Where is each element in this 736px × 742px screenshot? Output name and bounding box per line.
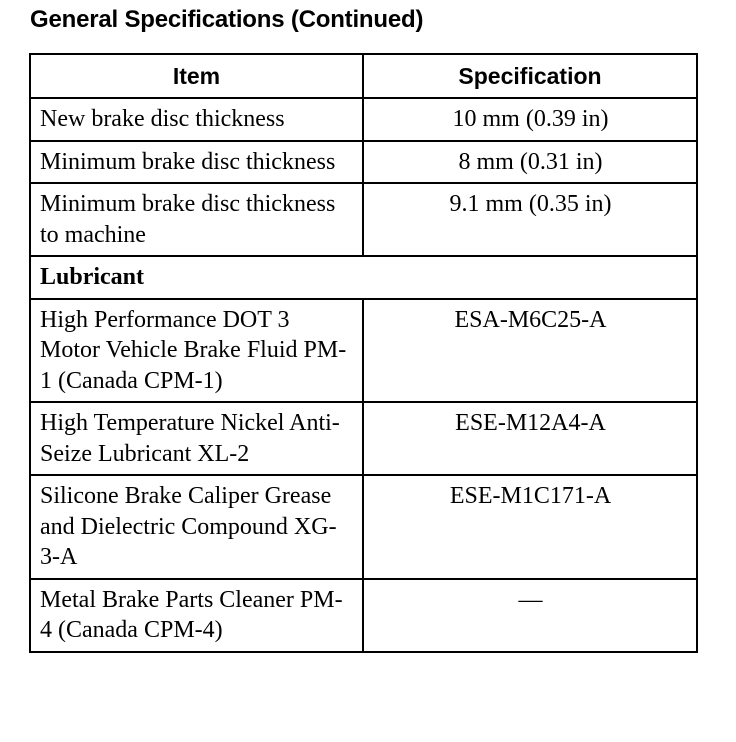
- item-cell: Metal Brake Parts Cleaner PM-4 (Canada CPM-4): [30, 579, 363, 652]
- table-row: [30, 141, 697, 184]
- specifications-table: [29, 53, 698, 653]
- item-cell: Minimum brake disc thickness: [30, 141, 363, 184]
- section-row-lubricant: [30, 256, 697, 299]
- spec-cell: 9.1 mm (0.35 in): [363, 183, 697, 256]
- item-cell: Minimum brake disc thickness to machine: [30, 183, 363, 256]
- item-cell: High Temperature Nickel Anti-Seize Lubricant XL-2: [30, 402, 363, 475]
- spec-cell: 10 mm (0.39 in): [363, 98, 697, 141]
- table-row: [30, 183, 697, 256]
- table-row: [30, 579, 697, 652]
- item-cell: High Performance DOT 3 Motor Vehicle Brake Fluid PM-1 (Canada CPM-1): [30, 299, 363, 403]
- table-row: [30, 299, 697, 403]
- spec-cell: ESA-M6C25-A: [363, 299, 697, 403]
- table-header-row: [30, 54, 697, 98]
- table-row: [30, 402, 697, 475]
- spec-cell: —: [363, 579, 697, 652]
- column-header-item: Item: [30, 54, 363, 98]
- spec-cell: ESE-M1C171-A: [363, 475, 697, 579]
- spec-cell: 8 mm (0.31 in): [363, 141, 697, 184]
- item-cell: Silicone Brake Caliper Grease and Dielectric Compound XG-3-A: [30, 475, 363, 579]
- column-header-specification: Specification: [363, 54, 697, 98]
- item-cell: New brake disc thickness: [30, 98, 363, 141]
- table-row: [30, 475, 697, 579]
- section-label: Lubricant: [30, 256, 697, 299]
- spec-cell: ESE-M12A4-A: [363, 402, 697, 475]
- page-title: General Specifications (Continued): [30, 6, 424, 33]
- table-row: [30, 98, 697, 141]
